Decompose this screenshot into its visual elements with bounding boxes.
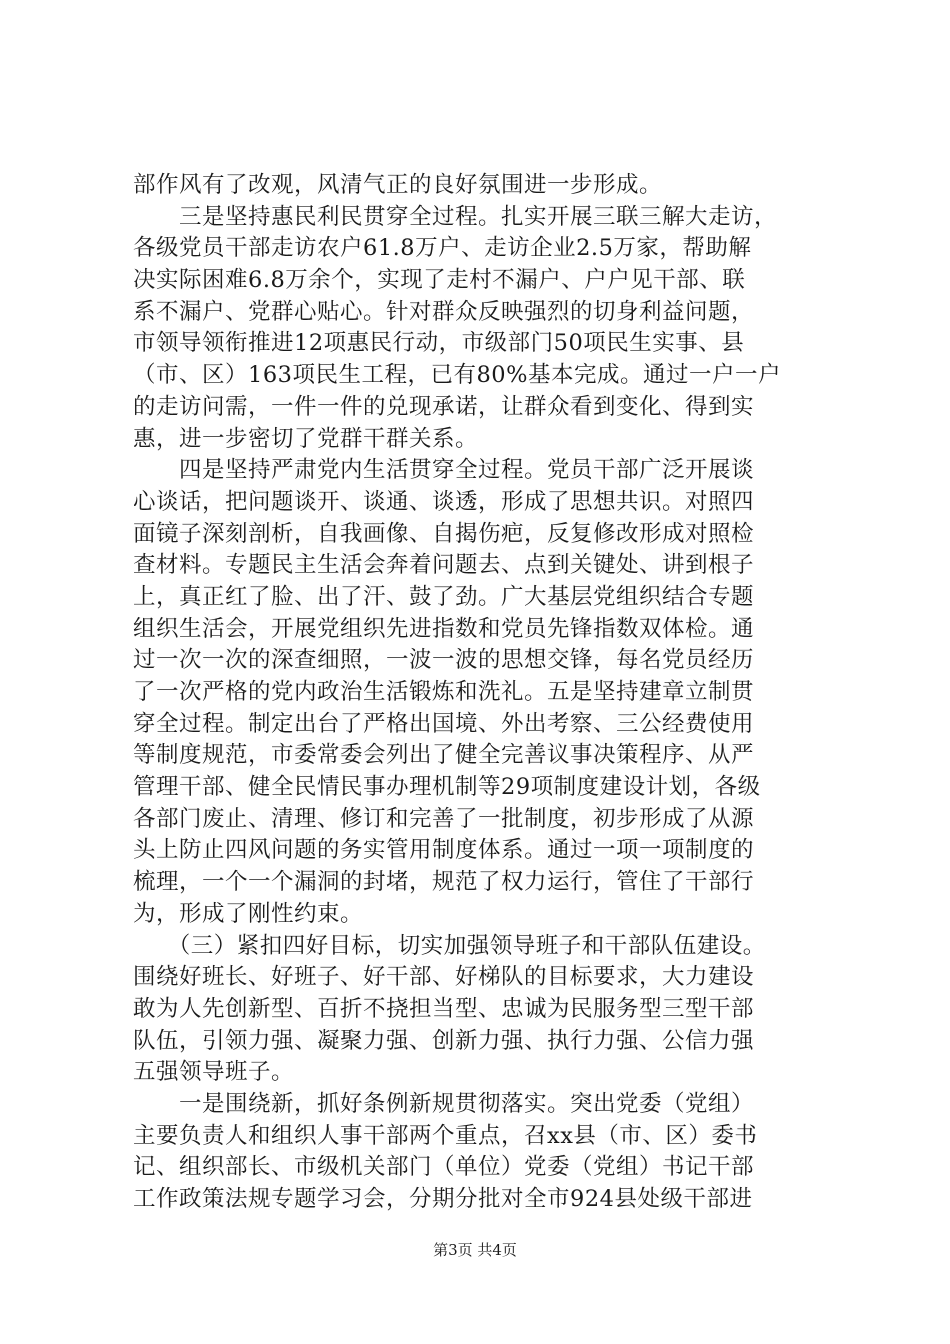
text-line: 各部门废止、清理、修订和完善了一批制度，初步形成了从源 [133, 805, 755, 832]
text-line: 一是围绕新，抓好条例新规贯彻落实。突出党委（党组） [133, 1090, 755, 1117]
text-line: 系不漏户、党群心贴心。针对群众反映强烈的切身利益问题， [133, 298, 755, 325]
text-line: 心谈话，把问题谈开、谈通、谈透，形成了思想共识。对照四 [133, 488, 755, 515]
text-line: 梳理，一个一个漏洞的封堵，规范了权力运行，管住了干部行 [133, 869, 755, 896]
text-line: 组织生活会，开展党组织先进指数和党员先锋指数双体检。通 [133, 615, 755, 642]
text-line: 查材料。专题民主生活会奔着问题去、点到关键处、讲到根子 [133, 552, 755, 579]
text-line: 等制度规范，市委常委会列出了健全完善议事决策程序、从严 [133, 742, 755, 769]
text-line: 各级党员干部走访农户61.8万户、走访企业2.5万家，帮助解 [133, 235, 752, 262]
text-line: 了一次严格的党内政治生活锻炼和洗礼。五是坚持建章立制贯 [133, 679, 755, 705]
text-line: 为，形成了刚性约束。 [133, 900, 364, 927]
text-line: 决实际困难6.8万余个，实现了走村不漏户、户户见干部、联 [133, 267, 746, 294]
text-line: 部作风有了改观，风清气正的良好氛围进一步形成。 [133, 172, 663, 198]
text-line: （三）紧扣四好目标，切实加强领导班子和干部队伍建设。 [133, 932, 766, 959]
text-line: 头上防止四风问题的务实管用制度体系。通过一项一项制度的 [133, 837, 755, 864]
text-line: 队伍，引领力强、凝聚力强、创新力强、执行力强、公信力强 [133, 1027, 755, 1054]
text-line: 四是坚持严肃党内生活贯穿全过程。党员干部广泛开展谈 [133, 457, 755, 484]
text-line: 惠，进一步密切了党群干群关系。 [133, 425, 479, 452]
text-line: 记、组织部长、市级机关部门（单位）党委（党组）书记干部 [133, 1154, 755, 1181]
text-line: 工作政策法规专题学习会，分期分批对全市924县处级干部进 [133, 1186, 753, 1212]
body-text [133, 170, 828, 1216]
page-footer [0, 1240, 950, 1260]
text-line: 围绕好班长、好班子、好干部、好梯队的目标要求，大力建设 [133, 964, 755, 991]
text-line: 穿全过程。制定出台了严格出国境、外出考察、三公经费使用 [133, 710, 755, 737]
page-number-label: 第3页 共4页 [433, 1241, 517, 1259]
text-line: 敢为人先创新型、百折不挠担当型、忠诚为民服务型三型干部 [133, 995, 755, 1022]
text-line: （市、区）163项民生工程，已有80%基本完成。通过一户一户 [133, 362, 781, 389]
text-line: 主要负责人和组织人事干部两个重点，召xx县（市、区）委书 [133, 1122, 758, 1149]
text-line: 的走访问需，一件一件的兑现承诺，让群众看到变化、得到实 [133, 393, 755, 420]
text-line: 面镜子深刻剖析，自我画像、自揭伤疤，反复修改形成对照检 [133, 520, 755, 547]
text-line: 过一次一次的深查细照，一波一波的思想交锋，每名党员经历 [133, 647, 755, 674]
text-line: 三是坚持惠民利民贯穿全过程。扎实开展三联三解大走访， [133, 203, 778, 230]
text-line: 五强领导班子。 [133, 1059, 295, 1086]
text-line: 管理干部、健全民情民事办理机制等29项制度建设计划，各级 [133, 774, 761, 801]
text-line: 市领导领衔推进12项惠民行动，市级部门50项民生实事、县 [133, 330, 745, 357]
text-line: 上，真正红了脸、出了汗、鼓了劲。广大基层党组织结合专题 [133, 583, 755, 610]
